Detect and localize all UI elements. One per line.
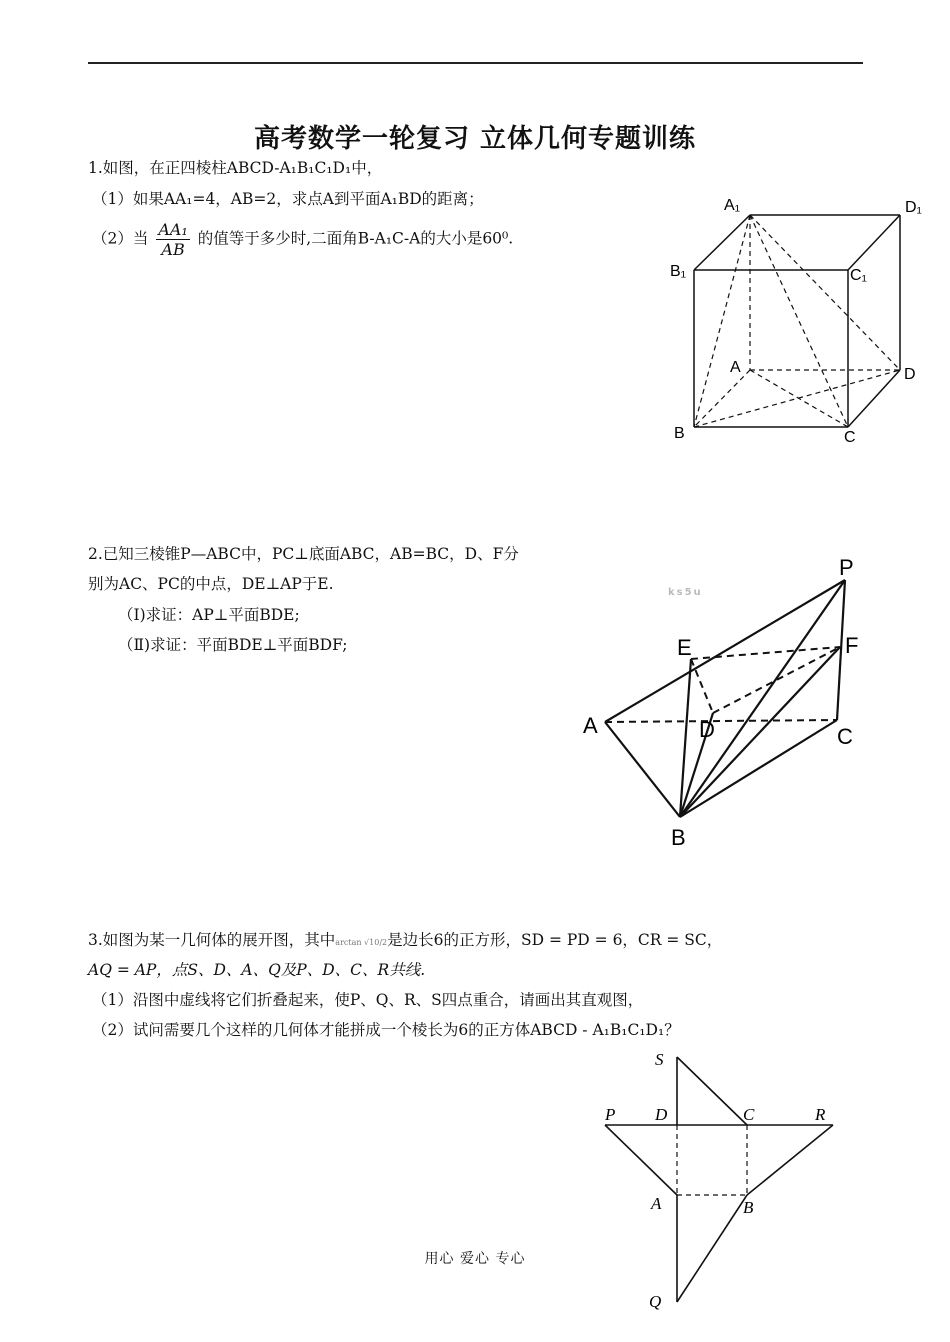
q3-line1 (88, 928, 722, 950)
label-S: S (655, 1050, 664, 1069)
label-P: P (839, 555, 854, 580)
label-B1: B₁ (670, 263, 687, 280)
watermark-ks5u: ks5u (668, 587, 703, 598)
q1-prism-figure (660, 190, 930, 450)
label-D1: D₁ (905, 199, 922, 216)
q1-part2 (92, 220, 513, 259)
q2-line2: 别为AC、PC的中点，DE⊥AP于E. (88, 575, 334, 593)
label-D: D (655, 1105, 668, 1124)
q3-line2: AQ = AP，点S、D、A、Q及P、D、C、R共线. (88, 961, 426, 979)
q1-line1: 1.如图，在正四棱柱ABCD-A₁B₁C₁D₁中， (88, 159, 383, 177)
label-A: A (651, 1194, 662, 1213)
label-B: B (743, 1198, 754, 1217)
q1-fraction (156, 220, 190, 259)
q3-line1-small: arctan √10/2 (335, 938, 388, 947)
page-title: 高考数学一轮复习 立体几何专题训练 (253, 124, 697, 154)
q3-line1-b: 是边长6的正方形，SD = PD = 6，CR = SC， (387, 931, 723, 949)
label-C: C (743, 1105, 755, 1124)
q2-pyramid-figure (575, 545, 875, 855)
q2-line1: 2.已知三棱锥P—ABC中，PC⊥底面ABC，AB=BC，D、F分 (88, 545, 519, 563)
q2-part2: （Ⅱ)求证：平面BDE⊥平面BDF; (118, 636, 348, 654)
q3-line1-a: 3.如图为某一几何体的展开图，其中 (88, 931, 336, 949)
label-B: B (674, 425, 685, 442)
q2-part1: （Ⅰ)求证：AP⊥平面BDE; (118, 606, 300, 624)
header-rule (88, 62, 863, 64)
q1-frac-den: AB (161, 240, 185, 259)
label-C: C (844, 429, 856, 446)
label-C: C (837, 724, 853, 749)
page-footer: 用心 爱心 专心 (424, 1251, 526, 1267)
label-D: D (699, 717, 715, 742)
q1-part2-suffix: 的值等于多少时,二面角B-A₁C-A的大小是60⁰. (197, 229, 514, 248)
label-P: P (605, 1105, 616, 1124)
label-F: F (845, 633, 859, 658)
label-C1: C₁ (850, 267, 867, 284)
q3-part2: （2）试问需要几个这样的几何体才能拼成一个棱长为6的正方体ABCD - A₁B₁C₁D₁？ (92, 1021, 680, 1039)
label-B: B (671, 825, 686, 850)
label-R: R (815, 1105, 826, 1124)
q1-frac-num: AA₁ (158, 220, 188, 239)
q1-part2-prefix: （2）当 (92, 229, 149, 248)
label-A1: A₁ (724, 197, 741, 214)
label-A: A (730, 359, 741, 376)
label-Q: Q (649, 1292, 662, 1311)
q3-net-figure (595, 1045, 845, 1315)
label-E: E (677, 635, 692, 660)
q3-part1: （1）沿图中虚线将它们折叠起来，使P、Q、R、S四点重合，请画出其直观图， (92, 991, 644, 1009)
label-D: D (904, 366, 916, 383)
label-A: A (583, 713, 598, 738)
q1-part1: （1）如果AA₁=4，AB=2，求点A到平面A₁BD的距离； (92, 190, 484, 208)
